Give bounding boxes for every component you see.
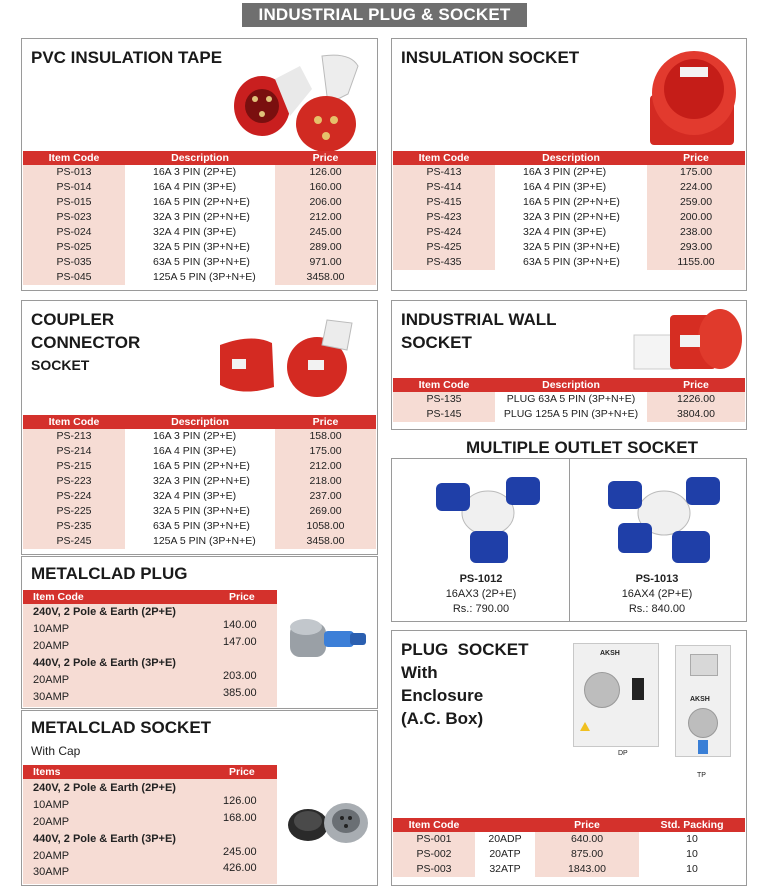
table-header: Item Code Price [23,590,277,604]
section-title-line2: CONNECTOR [31,333,141,352]
section-title-line1: COUPLER [31,310,115,329]
product-ps-1013: PS-1013 16AX4 (2P+E) Rs.: 840.00 [621,573,693,615]
col-description: Description [125,151,275,165]
warning-icon [580,722,590,731]
col-item-code: Item Code [393,378,495,392]
section-title-line1: INDUSTRIAL WALL [401,310,557,329]
section-title-line3: SOCKET [31,357,90,373]
col-description: Description [125,415,275,429]
plug-socket-enclosure-section [391,630,747,886]
multiple-outlet-title: MULTIPLE OUTLET SOCKET [466,438,699,457]
page-title: INDUSTRIAL PLUG & SOCKET [242,3,527,27]
pvc-insulation-tape-section [21,38,378,291]
table-row: PS-424 32A 4 PIN (3P+E) 238.00 [393,225,745,240]
table-row: PS-145 PLUG 125A 5 PIN (3P+N+E) 3804.00 [393,407,745,422]
dp-enclosure-image [573,643,659,747]
section-subtitle: With Cap [31,744,81,758]
socket-knob [688,708,718,738]
col-price: Price [535,818,639,832]
table-row: PS-245 125A 5 PIN (3P+N+E) 3458.00 [23,534,376,549]
table-row: PS-002 20ATP 875.00 10 [393,847,745,862]
plug-pin [698,740,708,754]
table-row: PS-213 16A 3 PIN (2P+E) 158.00 [23,429,376,444]
multi-outlet-3way-image [422,469,552,569]
table-row: PS-415 16A 5 PIN (2P+N+E) 259.00 [393,195,745,210]
section-title: INSULATION SOCKET [401,48,580,67]
table-row: PS-215 16A 5 PIN (2P+N+E) 212.00 [23,459,376,474]
table-row: PS-435 63A 5 PIN (3P+N+E) 1155.00 [393,255,745,270]
metalclad-socket-section [21,710,378,886]
insulation-socket-section [391,38,747,291]
table-row: PS-003 32ATP 1843.00 10 [393,862,745,877]
price-table [393,818,745,877]
price-table [393,378,745,422]
section-title-line4: (A.C. Box) [401,709,484,728]
section-title: METALCLAD SOCKET [31,718,212,737]
section-title-line2: With [401,663,438,682]
table-row: PS-223 32A 3 PIN (2P+N+E) 218.00 [23,474,376,489]
table-row: PS-214 16A 4 PIN (3P+E) 175.00 [23,444,376,459]
price-table [23,415,376,549]
metalclad-plug-image [284,609,374,669]
section-title-line2: SOCKET [401,333,472,352]
brand-logo: AKSH [600,650,620,657]
table-row: PS-425 32A 5 PIN (3P+N+E) 293.00 [393,240,745,255]
table-row: PS-035 63A 5 PIN (3P+N+E) 971.00 [23,255,376,270]
table-row: PS-014 16A 4 PIN (3P+E) 160.00 [23,180,376,195]
section-title-line3: Enclosure [401,686,484,705]
divider [569,459,570,622]
table-row: PS-224 32A 4 PIN (3P+E) 237.00 [23,489,376,504]
industrial-plug-image [230,44,370,154]
table-header: Items Price [23,765,277,779]
table-row: PS-135 PLUG 63A 5 PIN (3P+N+E) 1226.00 [393,392,745,407]
industrial-wall-socket-section [391,300,747,430]
meter-window [690,654,718,676]
switch-knob [584,672,620,708]
col-price: Price [275,151,376,165]
metalclad-plug-table: Item Code Price 240V, 2 Pole & Earth (2P+E) 10AMP 140.00 20AMP 147.00 440V, 2 Pole & Earth (3P+E) 20AMP 203.00 30AMP 385.00 [23,590,277,707]
section-title: PVC INSULATION TAPE [31,48,223,67]
table-row: PS-001 20ADP 640.00 10 [393,832,745,847]
col-price: Price [647,378,745,392]
tp-enclosure-image [675,645,731,757]
table-row: PS-225 32A 5 PIN (3P+N+E) 269.00 [23,504,376,519]
metalclad-plug-section [21,556,378,709]
table-row: PS-015 16A 5 PIN (2P+N+E) 206.00 [23,195,376,210]
socket-switch [632,678,644,700]
brand-logo: AKSH [690,696,710,703]
col-description: Description [495,378,647,392]
insulation-socket-image [642,45,742,149]
metalclad-socket-table: Items Price 240V, 2 Pole & Earth (2P+E) 10AMP 126.00 20AMP 168.00 440V, 2 Pole & Earth (3P+E) 20AMP 245.00 30AMP 426.00 [23,765,277,884]
coupler-connector-section [21,300,378,555]
table-row: PS-414 16A 4 PIN (3P+E) 224.00 [393,180,745,195]
col-description: Description [495,151,647,165]
table-row: PS-423 32A 3 PIN (2P+N+E) 200.00 [393,210,745,225]
table-row: PS-413 16A 3 PIN (2P+E) 175.00 [393,165,745,180]
table-row: PS-235 63A 5 PIN (3P+N+E) 1058.00 [23,519,376,534]
col-item-code: Item Code [23,415,125,429]
col-description [475,818,535,832]
table-row: PS-023 32A 3 PIN (2P+N+E) 212.00 [23,210,376,225]
wall-socket-image [628,305,744,375]
tp-label: TP [697,772,706,779]
col-item-code: Item Code [393,151,495,165]
product-ps-1012: PS-1012 16AX3 (2P+E) Rs.: 790.00 [445,573,517,615]
multiple-outlet-section [391,458,747,622]
multi-outlet-4way-image [598,469,728,569]
section-title-line1: PLUG SOCKET [401,640,529,659]
col-price: Price [275,415,376,429]
metalclad-socket-image [284,791,374,851]
price-table [393,151,745,270]
table-row: PS-013 16A 3 PIN (2P+E) 126.00 [23,165,376,180]
section-title: METALCLAD PLUG [31,564,188,583]
col-price: Price [647,151,745,165]
table-row: PS-025 32A 5 PIN (3P+N+E) 289.00 [23,240,376,255]
coupler-connector-image [212,315,372,405]
col-item-code: Item Code [23,151,125,165]
col-item-code: Item Code [393,818,475,832]
table-row: PS-024 32A 4 PIN (3P+E) 245.00 [23,225,376,240]
table-row: PS-045 125A 5 PIN (3P+N+E) 3458.00 [23,270,376,285]
col-std-packing: Std. Packing [639,818,745,832]
price-table [23,151,376,285]
dp-label: DP [618,750,628,757]
